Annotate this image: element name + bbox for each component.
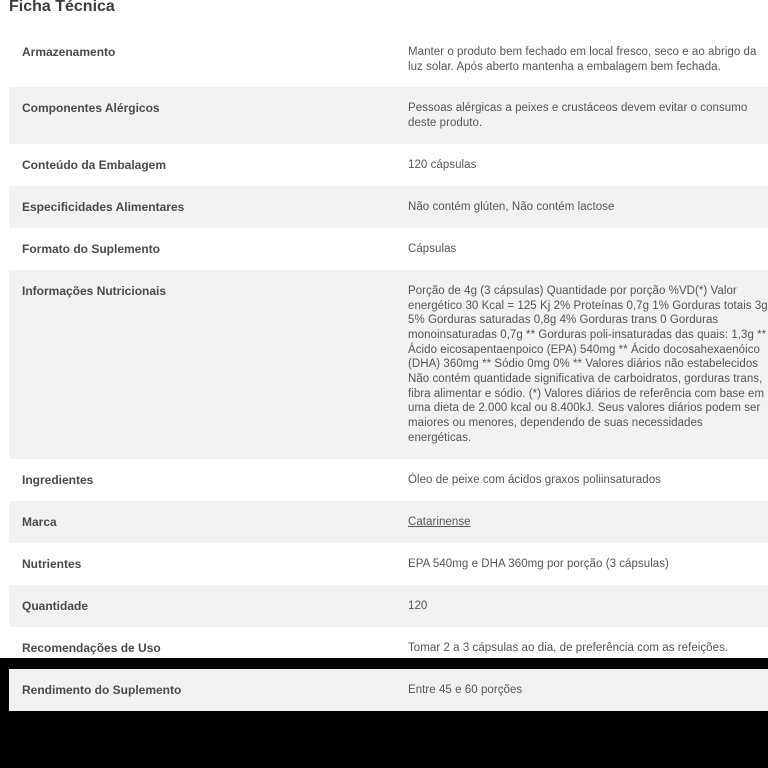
spec-label: Armazenamento	[22, 45, 116, 59]
spec-label: Nutrientes	[22, 556, 82, 571]
spec-value: Tomar 2 a 3 cápsulas ao dia, de preferência com as refeições.	[408, 641, 729, 654]
spec-label: Recomendações de Uso	[22, 640, 161, 655]
spec-value: Não contém glúten, Não contém lactose	[408, 200, 615, 213]
spec-row-storage	[9, 31, 768, 87]
spec-label: Ingredientes	[22, 472, 94, 487]
spec-value: Pessoas alérgicas a peixes e crustáceos devem evitar o consumo deste produto.	[408, 102, 748, 130]
spec-label: Marca	[22, 514, 57, 529]
spec-label: Quantidade	[22, 598, 89, 613]
spec-row-yield	[9, 669, 768, 711]
spec-label: Formato do Suplemento	[22, 241, 160, 256]
spec-label: Informações Nutricionais	[22, 283, 167, 298]
section-title: Ficha Técnica	[9, 0, 115, 15]
spec-label: Componentes Alérgicos	[22, 101, 160, 116]
spec-label: Especificidades Alimentares	[22, 199, 185, 214]
spec-value: Cápsulas	[408, 242, 457, 255]
spec-label: Rendimento do Suplemento	[22, 682, 182, 697]
spec-row-format	[9, 228, 768, 270]
spec-row-package-content	[9, 144, 768, 186]
spec-row-quantity	[9, 585, 768, 627]
spec-table	[9, 31, 768, 711]
spec-row-usage	[9, 627, 768, 669]
spec-row-dietary	[9, 186, 768, 228]
spec-value: EPA 540mg e DHA 360mg por porção (3 cápsulas)	[408, 557, 669, 570]
spec-value	[408, 515, 768, 530]
brand-link[interactable]: Catarinense	[408, 515, 471, 528]
spec-value: Manter o produto bem fechado em local fresco, seco e ao abrigo da luz solar. Após aberto mantenha a embalagem bem fechada.	[408, 46, 757, 73]
spec-row-allergens	[9, 87, 768, 143]
spec-value: 120 cápsulas	[408, 158, 477, 171]
spec-row-ingredients	[9, 459, 768, 501]
spec-row-nutrition	[9, 270, 768, 459]
spec-row-brand	[9, 501, 768, 543]
spec-value: Porção de 4g (3 cápsulas) Quantidade por porção %VD(*) Valor energético 30 Kcal = 125 Kj 2% Proteínas 0,7g 1% Gorduras totais 3g 5% Gorduras saturadas 0,8g 4% Gorduras trans 0 Gorduras monoinsaturadas 0,7g ** Gorduras poli-insaturadas das quais: 1,3g ** Ácido eicosapentaenpoico (EPA) 540mg ** Ácido docosahexaenóico (DHA) 360mg ** Sódio 0mg 0% ** Valores diários não estabelecidos Não contém quantidade significativa de carboidratos, gorduras trans, fibra alimentar e sódio. (*) Valores diários de referência com base em uma dieta de 2.000 kcal ou 8.400kJ. Seus valores diários podem ser maiores ou menores, dependendo de suas necessidades energéticas.	[408, 284, 768, 444]
spec-value: Entre 45 e 60 porções	[408, 683, 523, 696]
spec-value: 120	[408, 599, 428, 612]
spec-row-nutrients	[9, 543, 768, 585]
spec-value: Óleo de peixe com ácidos graxos poliinsaturados	[408, 473, 661, 486]
spec-label: Conteúdo da Embalagem	[22, 157, 167, 172]
